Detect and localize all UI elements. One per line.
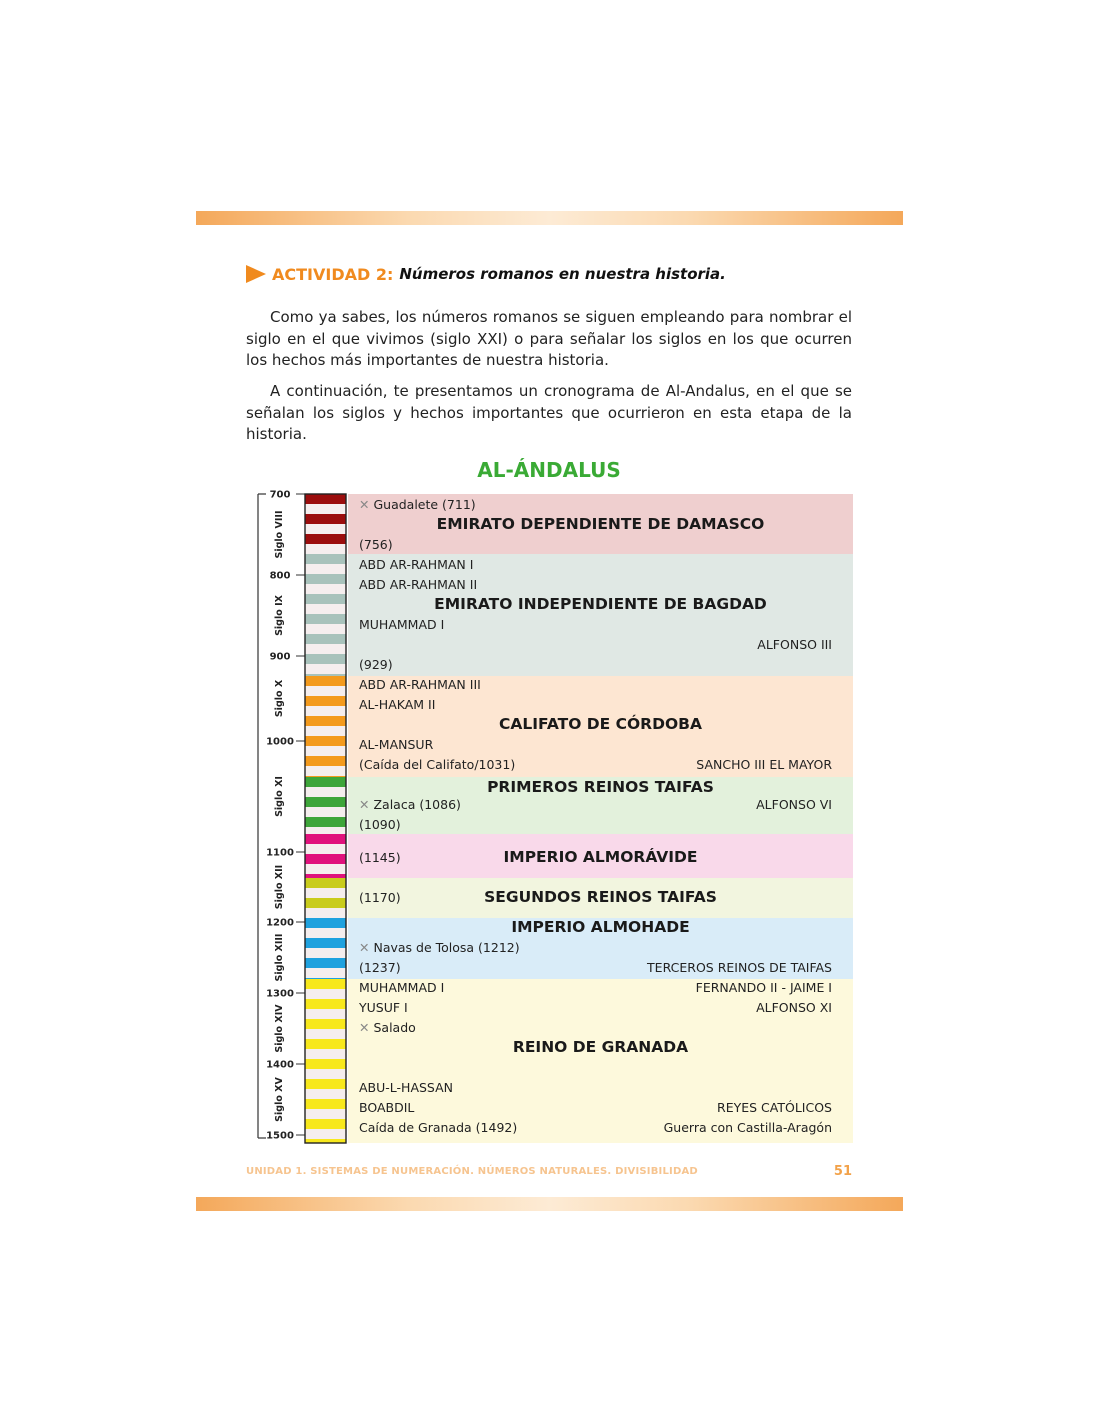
- activity-heading: [246, 262, 726, 286]
- timeline-stripe: [305, 878, 346, 888]
- timeline-stripe: [305, 534, 346, 544]
- timeline-stripe: [305, 797, 346, 807]
- timeline-stripe: [305, 864, 346, 874]
- century-label: Siglo XI: [274, 776, 285, 817]
- timeline-stripe: [305, 766, 346, 776]
- tick-label: 900: [269, 651, 291, 663]
- christian-king-label: REYES CATÓLICOS: [717, 1100, 832, 1115]
- event-label: Zalaca (1086): [373, 797, 461, 812]
- timeline-stripe: [305, 1069, 346, 1079]
- christian-king-label: SANCHO III EL MAYOR: [696, 757, 832, 772]
- timeline-stripe: [305, 706, 346, 716]
- tick-label: 1200: [266, 917, 294, 929]
- event-battle: [359, 497, 476, 513]
- timeline-stripe: [305, 948, 346, 958]
- event-label: Guadalete (711): [373, 497, 476, 512]
- ruler-label: ABU-L-HASSAN: [359, 1080, 453, 1095]
- timeline-stripe: [305, 736, 346, 746]
- timeline-stripe: [305, 888, 346, 898]
- tick-label: 1100: [266, 847, 294, 859]
- top-decorative-band: [196, 211, 903, 225]
- event-label: (1170): [359, 890, 401, 905]
- intro-paragraph: A continuación, te presentamos un cronograma de Al-Andalus, en el que se señalan los siglos y hechos importantes que ocurrieron en esta etapa de la historia.: [246, 382, 852, 443]
- page-number: 51: [833, 1164, 852, 1179]
- timeline-stripe: [305, 978, 346, 979]
- timeline-stripe: [305, 756, 346, 766]
- timeline-stripe: [305, 1089, 346, 1099]
- crossed-swords-icon: ✕: [359, 940, 370, 955]
- timeline-stripe: [305, 787, 346, 797]
- ruler-label: BOABDIL: [359, 1100, 415, 1115]
- christian-king-label: FERNANDO II - JAIME I: [695, 980, 832, 995]
- timeline-stripe: [305, 1099, 346, 1109]
- timeline-stripe: [305, 1039, 346, 1049]
- timeline-stripe: [305, 726, 346, 736]
- timeline-stripe: [305, 968, 346, 978]
- timeline-stripe: [305, 624, 346, 634]
- century-label: Siglo XV: [274, 1077, 285, 1122]
- timeline-stripe: [305, 928, 346, 938]
- crossed-swords-icon: ✕: [359, 797, 370, 812]
- timeline-stripe: [305, 604, 346, 614]
- period-heading: IMPERIO ALMOHADE: [511, 918, 690, 936]
- ruler-label: ABD AR-RAHMAN I: [359, 557, 474, 572]
- event-label: (Caída del Califato/1031): [359, 757, 516, 772]
- event-label: (1090): [359, 817, 401, 832]
- event-label: (1145): [359, 850, 401, 865]
- timeline-stripe: [305, 564, 346, 574]
- timeline-stripe: [305, 1129, 346, 1139]
- timeline-stripe: [305, 746, 346, 756]
- play-arrow-icon: [246, 265, 266, 283]
- timeline-stripe: [305, 676, 346, 686]
- christian-king-label: TERCEROS REINOS DE TAIFAS: [647, 960, 832, 975]
- timeline-stripe: [305, 524, 346, 534]
- timeline-stripe: [305, 918, 346, 928]
- ruler-label: MUHAMMAD I: [359, 617, 445, 632]
- period-heading: SEGUNDOS REINOS TAIFAS: [484, 888, 717, 906]
- timeline-stripe: [305, 1109, 346, 1119]
- crossed-swords-icon: ✕: [359, 1020, 370, 1035]
- timeline-stripe: [305, 696, 346, 706]
- century-label: Siglo IX: [274, 595, 285, 636]
- timeline-stripe: [305, 1059, 346, 1069]
- event-label: (756): [359, 537, 393, 552]
- timeline-stripe: [305, 674, 346, 676]
- timeline-stripe: [305, 514, 346, 524]
- event-label: Caída de Granada (1492): [359, 1120, 518, 1135]
- timeline-stripe: [305, 544, 346, 554]
- ruler-label: AL-MANSUR: [359, 737, 434, 752]
- century-label: Siglo X: [274, 679, 285, 718]
- timeline-stripe: [305, 1049, 346, 1059]
- timeline-stripe: [305, 844, 346, 854]
- event-label: (1237): [359, 960, 401, 975]
- event-label: Salado: [373, 1020, 416, 1035]
- christian-king-label: ALFONSO VI: [756, 797, 832, 812]
- crossed-swords-icon: ✕: [359, 497, 370, 512]
- event-battle: [359, 1020, 416, 1036]
- timeline-stripe: [305, 614, 346, 624]
- event-label: Guerra con Castilla-Aragón: [663, 1120, 832, 1135]
- timeline-stripe: [305, 1029, 346, 1039]
- christian-king-label: ALFONSO XI: [756, 1000, 832, 1015]
- period-heading: EMIRATO DEPENDIENTE DE DAMASCO: [436, 515, 765, 533]
- intro-paragraph: Como ya sabes, los números romanos se siguen empleando para nombrar el siglo en el que vivimos (siglo XXI) o para señalar los siglos en los que ocurren los hechos más importantes de nuestra historia.: [246, 308, 852, 369]
- century-label: Siglo VIII: [274, 510, 285, 559]
- timeline-stripe: [305, 1119, 346, 1129]
- period-heading: CALIFATO DE CÓRDOBA: [499, 715, 702, 733]
- timeline-stripe: [305, 999, 346, 1009]
- timeline-stripe: [305, 938, 346, 948]
- timeline-stripe: [305, 979, 346, 989]
- timeline-stripe: [305, 654, 346, 664]
- timeline-stripe: [305, 776, 346, 777]
- period-heading: IMPERIO ALMORÁVIDE: [503, 848, 698, 866]
- timeline-stripe: [305, 504, 346, 514]
- ruler-label: AL-HAKAM II: [359, 697, 436, 712]
- timeline-stripe: [305, 1019, 346, 1029]
- timeline-stripe: [305, 1009, 346, 1019]
- timeline-stripe: [305, 494, 346, 504]
- century-label: Siglo XIV: [274, 1004, 285, 1053]
- timeline-stripe: [305, 827, 346, 834]
- ruler-label: MUHAMMAD I: [359, 980, 445, 995]
- timeline-stripe: [305, 716, 346, 726]
- tick-label: 1500: [266, 1130, 294, 1142]
- timeline-stripe: [305, 777, 346, 787]
- timeline-stripe: [305, 958, 346, 968]
- tick-label: 1400: [266, 1059, 294, 1071]
- timeline-stripe: [305, 989, 346, 999]
- timeline-stripe: [305, 554, 346, 564]
- footer-unit-title: UNIDAD 1. SISTEMAS DE NUMERACIÓN. NÚMEROS NATURALES. DIVISIBILIDAD: [246, 1166, 698, 1177]
- timeline-stripe: [305, 817, 346, 827]
- ruler-label: YUSUF I: [359, 1000, 408, 1015]
- timeline-stripe: [305, 584, 346, 594]
- tick-label: 1300: [266, 988, 294, 1000]
- event-label: Navas de Tolosa (1212): [373, 940, 520, 955]
- timeline-stripe: [305, 1139, 346, 1143]
- christian-king-label: ALFONSO III: [757, 637, 832, 652]
- ruler-label: ABD AR-RAHMAN III: [359, 677, 481, 692]
- timeline-stripe: [305, 908, 346, 918]
- tick-label: 800: [269, 570, 291, 582]
- period-heading: REINO DE GRANADA: [512, 1038, 689, 1056]
- activity-title: Números romanos en nuestra historia.: [399, 265, 726, 283]
- timeline-stripe: [305, 874, 346, 878]
- event-battle: [359, 940, 520, 956]
- bottom-decorative-band: [196, 1197, 903, 1211]
- chart-title: AL-ÁNDALUS: [477, 458, 621, 482]
- timeline-bar-frame: [305, 494, 346, 1143]
- event-label: (929): [359, 657, 393, 672]
- period-heading: PRIMEROS REINOS TAIFAS: [487, 778, 714, 796]
- timeline-stripe: [305, 644, 346, 654]
- event-battle: [359, 797, 461, 813]
- timeline-stripe: [305, 686, 346, 696]
- timeline-stripe: [305, 1079, 346, 1089]
- timeline-stripe: [305, 854, 346, 864]
- timeline-stripe: [305, 898, 346, 908]
- tick-label: 1000: [266, 736, 294, 748]
- timeline-stripe: [305, 807, 346, 817]
- timeline-stripe: [305, 834, 346, 844]
- tick-label: 700: [269, 489, 291, 501]
- century-label: Siglo XIII: [274, 933, 285, 982]
- ruler-label: ABD AR-RAHMAN II: [359, 577, 478, 592]
- activity-label: ACTIVIDAD 2:: [272, 264, 394, 284]
- timeline-stripe: [305, 664, 346, 674]
- timeline-stripe: [305, 634, 346, 644]
- timeline-stripe: [305, 574, 346, 584]
- century-label: Siglo XII: [274, 864, 285, 910]
- timeline-stripe: [305, 594, 346, 604]
- period-heading: EMIRATO INDEPENDIENTE DE BAGDAD: [434, 595, 767, 613]
